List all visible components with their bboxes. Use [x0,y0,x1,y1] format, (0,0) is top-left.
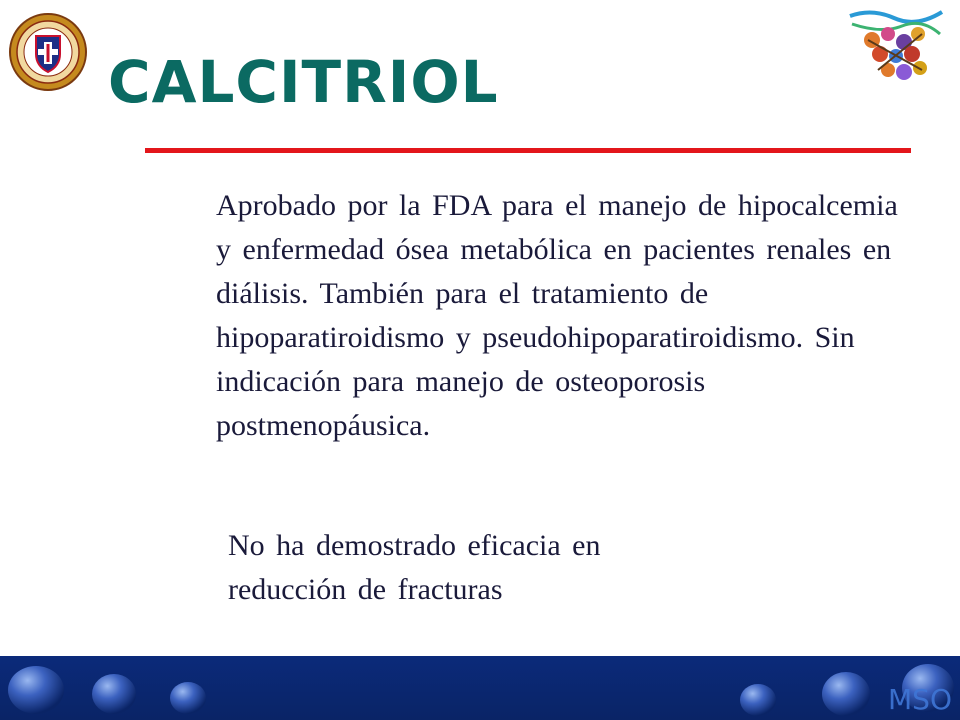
body-paragraph-approval: Aprobado por la FDA para el manejo de hipocalcemia y enfermedad ósea metabólica en pacientes renales en diálisis. También para el tratamiento de hipoparatiroidismo y pseudohipoparatiroidismo. Sin indicación para manejo de osteoporosis postmenopáusica. [216,189,898,442]
body-paragraph-efficacy: No ha demostrado eficacia en reducción de fracturas [228,529,601,606]
title-divider [145,148,911,153]
slide-title: CALCITRIOL [108,48,499,116]
university-seal-icon [8,12,88,92]
molecule-logo-icon [842,4,948,86]
footer-bar [0,656,960,720]
footer-bubbles-decoration [0,656,960,720]
author-signature: MSO [888,683,952,716]
